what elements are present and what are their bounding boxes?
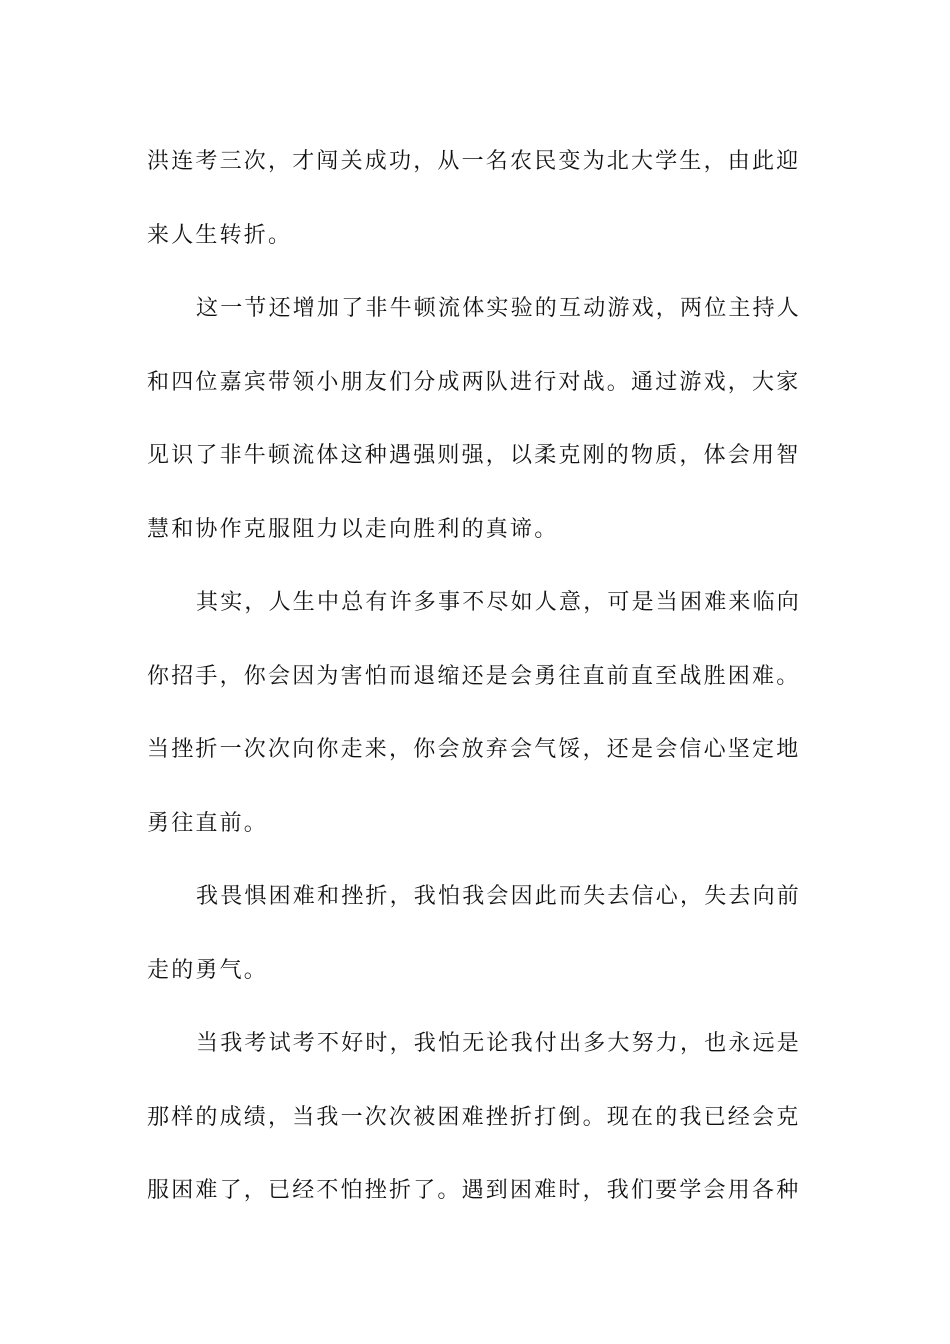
text-line: 走的勇气。	[147, 957, 269, 983]
paragraph-first-line: 我畏惧困难和挫折，我怕我会因此而失去信心，失去向前	[196, 884, 802, 909]
text-line: 那样的成绩，当我一次次被困难挫折打倒。现在的我已经会克	[147, 1104, 801, 1130]
text-line: 当挫折一次次向你走来，你会放弃会气馁，还是会信心坚定地	[147, 737, 801, 762]
text-line: 洪连考三次，才闯关成功，从一名农民变为北大学生，由此迎	[147, 149, 801, 174]
body-text	[147, 125, 807, 1228]
text-line: 来人生转折。	[147, 222, 293, 248]
paragraph-first-line: 其实，人生中总有许多事不尽如人意，可是当困难来临向	[196, 590, 802, 615]
text-line: 服困难了，已经不怕挫折了。遇到困难时，我们要学会用各种	[147, 1178, 801, 1203]
paragraph-first-line: 当我考试考不好时，我怕无论我付出多大努力，也永远是	[196, 1031, 802, 1056]
text-line: 见识了非牛顿流体这种遇强则强，以柔克刚的物质，体会用智	[147, 443, 801, 468]
text-line: 勇往直前。	[147, 810, 269, 836]
text-line: 你招手，你会因为害怕而退缩还是会勇往直前直至战胜困难。	[147, 663, 801, 689]
paragraph-first-line: 这一节还增加了非牛顿流体实验的互动游戏，两位主持人	[196, 296, 802, 321]
text-line: 和四位嘉宾带领小朋友们分成两队进行对战。通过游戏，大家	[147, 369, 801, 395]
text-line: 慧和协作克服阻力以走向胜利的真谛。	[147, 516, 559, 542]
